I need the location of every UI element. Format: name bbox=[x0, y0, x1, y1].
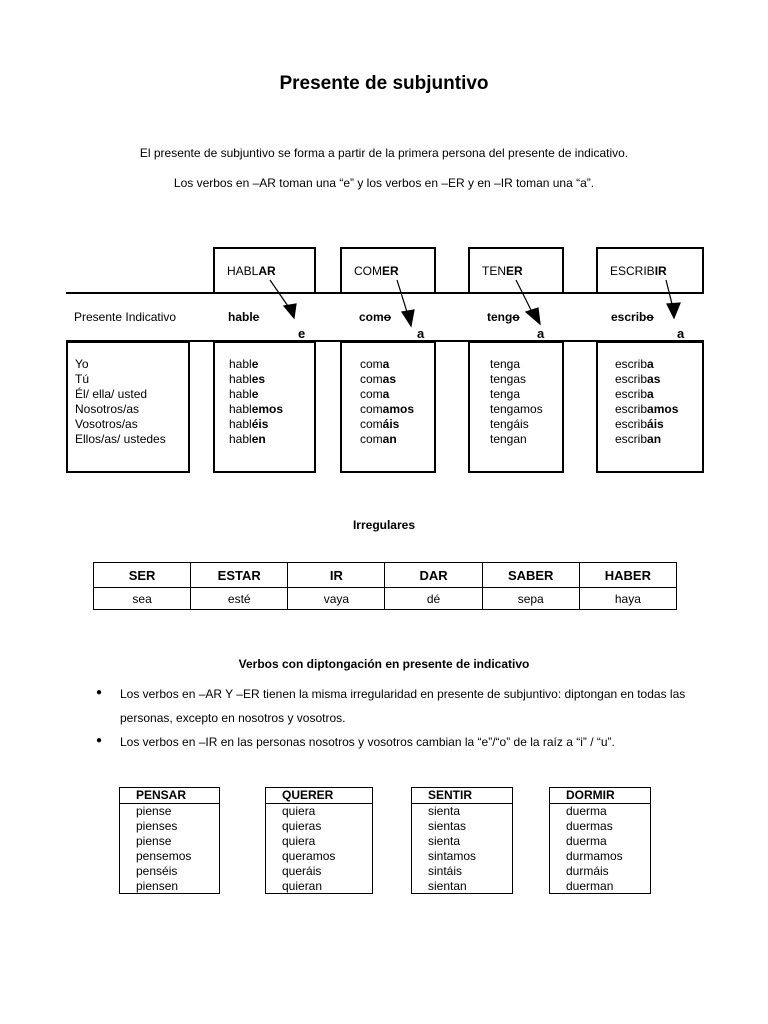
person-label: Nosotros/as bbox=[75, 402, 140, 416]
conjugated-form: tengan bbox=[490, 432, 527, 446]
conjugated-form: hable bbox=[229, 387, 259, 401]
conjugated-form: tengáis bbox=[490, 417, 529, 431]
verb-stem: ESCRIB bbox=[610, 263, 655, 278]
conjugated-form: tengas bbox=[490, 372, 527, 386]
persons-box bbox=[66, 341, 190, 473]
arrow-head-comer bbox=[402, 310, 414, 326]
table-cell: sea bbox=[94, 588, 191, 610]
conjugated-form: escribáis bbox=[615, 417, 664, 431]
conjugated-form: pienses bbox=[136, 819, 178, 833]
conjugated-form: hable bbox=[229, 357, 259, 371]
new-ending-hablar: e bbox=[298, 326, 306, 341]
list-item bbox=[120, 682, 720, 730]
conjugated-form: penséis bbox=[136, 864, 178, 878]
conjugated-form: escriba bbox=[615, 357, 654, 371]
conjugated-form: duerma bbox=[566, 804, 607, 818]
table-header-row bbox=[94, 563, 677, 588]
arrow-head-hablar bbox=[284, 304, 296, 318]
conjugation-box-tener bbox=[468, 341, 564, 473]
indicative-form-tener: tengo bbox=[487, 310, 520, 324]
conjugation-table-pensar bbox=[119, 787, 220, 894]
bullet-icon: ● bbox=[96, 687, 103, 698]
conjugated-form: quiera bbox=[282, 834, 316, 848]
conjugated-form: escribamos bbox=[615, 402, 679, 416]
conjugation-table-dormir bbox=[549, 787, 651, 894]
conjugated-form: quieran bbox=[282, 879, 323, 893]
verb-stem: COM bbox=[354, 263, 382, 278]
conjugation-table-querer bbox=[265, 787, 373, 894]
conjugated-form: hables bbox=[229, 372, 266, 386]
arrow-line-tener bbox=[516, 280, 532, 312]
page-title: Presente de subjuntivo bbox=[279, 73, 489, 94]
new-ending-comer: a bbox=[417, 326, 425, 341]
table-header: QUERER bbox=[266, 788, 372, 804]
new-ending-escribir: a bbox=[677, 326, 685, 341]
table-header: PENSAR bbox=[120, 788, 219, 804]
person-label: Yo bbox=[75, 357, 89, 371]
person-label: Tú bbox=[75, 372, 90, 386]
verb-stem: TEN bbox=[482, 263, 506, 278]
conjugated-form: piense bbox=[136, 804, 172, 818]
conjugation-table-sentir bbox=[411, 787, 513, 894]
table-header: SER bbox=[94, 563, 191, 588]
person-label: Vosotros/as bbox=[75, 417, 138, 431]
conjugated-form: duerman bbox=[566, 879, 614, 893]
arrow-head-tener bbox=[526, 308, 540, 324]
conjugated-form: hablemos bbox=[229, 402, 284, 416]
indicative-form-comer: como bbox=[359, 310, 392, 324]
arrow-line-hablar bbox=[270, 280, 290, 309]
diptongacion-heading: Verbos con diptongación en presente de indicativo bbox=[238, 657, 530, 671]
irregulares-heading: Irregulares bbox=[352, 518, 416, 532]
conjugated-form: durmáis bbox=[566, 864, 609, 878]
bullet-text-line: Los verbos en –AR Y –ER tienen la misma irregularidad en presente de subjuntivo: diptongan en todas las bbox=[120, 687, 686, 701]
conjugated-form: duerma bbox=[566, 834, 607, 848]
bullet-icon: ● bbox=[96, 735, 103, 746]
conjugation-box-comer bbox=[340, 341, 436, 473]
table-header: ESTAR bbox=[191, 563, 288, 588]
conjugated-form: queráis bbox=[282, 864, 322, 878]
conjugated-form: sienta bbox=[428, 804, 461, 818]
table-cell: esté bbox=[191, 588, 288, 610]
conjugated-form: escriba bbox=[615, 387, 654, 401]
list-item bbox=[120, 730, 720, 754]
verb-ending: IR bbox=[654, 263, 667, 278]
conjugated-form: piensen bbox=[136, 879, 179, 893]
arrow-line-comer bbox=[397, 280, 407, 312]
table-row bbox=[94, 588, 677, 610]
conjugated-form: duermas bbox=[566, 819, 613, 833]
conjugation-box-escribir bbox=[596, 341, 704, 473]
table-header: HABER bbox=[579, 563, 676, 588]
conjugated-form: pensemos bbox=[136, 849, 192, 863]
conjugated-form: quieras bbox=[282, 819, 322, 833]
conjugated-form: hablen bbox=[229, 432, 266, 446]
verb-stem: HABL bbox=[227, 263, 259, 278]
table-cell: vaya bbox=[288, 588, 385, 610]
conjugated-form: escriban bbox=[615, 432, 662, 446]
indicative-form-hablar: hable bbox=[228, 310, 260, 324]
conjugation-box-hablar bbox=[213, 341, 316, 473]
conjugated-form: quiera bbox=[282, 804, 316, 818]
intro-line-2: Los verbos en –AR toman una “e” y los verbos en –ER y en –IR toman una “a”. bbox=[173, 176, 595, 190]
conjugated-form: queramos bbox=[282, 849, 336, 863]
conjugated-form: sienta bbox=[428, 834, 461, 848]
conjugated-form: tenga bbox=[490, 357, 521, 371]
conjugated-form: comamos bbox=[360, 402, 415, 416]
conjugated-form: sintamos bbox=[428, 849, 477, 863]
conjugated-form: coman bbox=[360, 432, 397, 446]
new-ending-tener: a bbox=[537, 326, 545, 341]
irregulares-table bbox=[93, 562, 677, 610]
bullet-text-line: Los verbos en –IR en las personas nosotros y vosotros cambian la “e”/“o” de la raíz a “i” / “u”. bbox=[120, 735, 615, 749]
bullet-text-line: personas, excepto en nosotros y vosotros. bbox=[120, 711, 346, 725]
verb-ending: ER bbox=[506, 263, 523, 278]
conjugated-form: tenga bbox=[490, 387, 521, 401]
table-cell: dé bbox=[385, 588, 482, 610]
conjugated-form: escribas bbox=[615, 372, 661, 386]
arrow-line-escribir bbox=[666, 280, 672, 304]
table-header: DORMIR bbox=[550, 788, 650, 804]
table-header: SABER bbox=[482, 563, 579, 588]
indicative-label: Presente Indicativo bbox=[74, 310, 177, 324]
conjugated-form: sientas bbox=[428, 819, 467, 833]
conjugated-form: comas bbox=[360, 372, 397, 386]
conjugated-form: durmamos bbox=[566, 849, 623, 863]
table-cell: haya bbox=[579, 588, 676, 610]
table-header: DAR bbox=[385, 563, 482, 588]
conjugated-form: sientan bbox=[428, 879, 467, 893]
conjugated-form: comáis bbox=[360, 417, 400, 431]
verb-ending: ER bbox=[382, 263, 399, 278]
conjugated-form: piense bbox=[136, 834, 172, 848]
derivation-arrows bbox=[0, 0, 768, 400]
indicative-form-escribir: escribo bbox=[611, 310, 654, 324]
conjugated-form: coma bbox=[360, 387, 390, 401]
table-header: SENTIR bbox=[412, 788, 512, 804]
table-cell: sepa bbox=[482, 588, 579, 610]
conjugated-form: tengamos bbox=[490, 402, 543, 416]
intro-line-1: El presente de subjuntivo se forma a partir de la primera persona del presente de indicativo. bbox=[139, 146, 629, 160]
person-label: Él/ ella/ usted bbox=[75, 387, 148, 401]
conjugated-form: coma bbox=[360, 357, 390, 371]
table-header: IR bbox=[288, 563, 385, 588]
verb-ending: AR bbox=[258, 263, 276, 278]
arrow-head-escribir bbox=[667, 303, 680, 318]
conjugated-form: habléis bbox=[229, 417, 269, 431]
conjugated-form: sintáis bbox=[428, 864, 463, 878]
person-label: Ellos/as/ ustedes bbox=[75, 432, 166, 446]
